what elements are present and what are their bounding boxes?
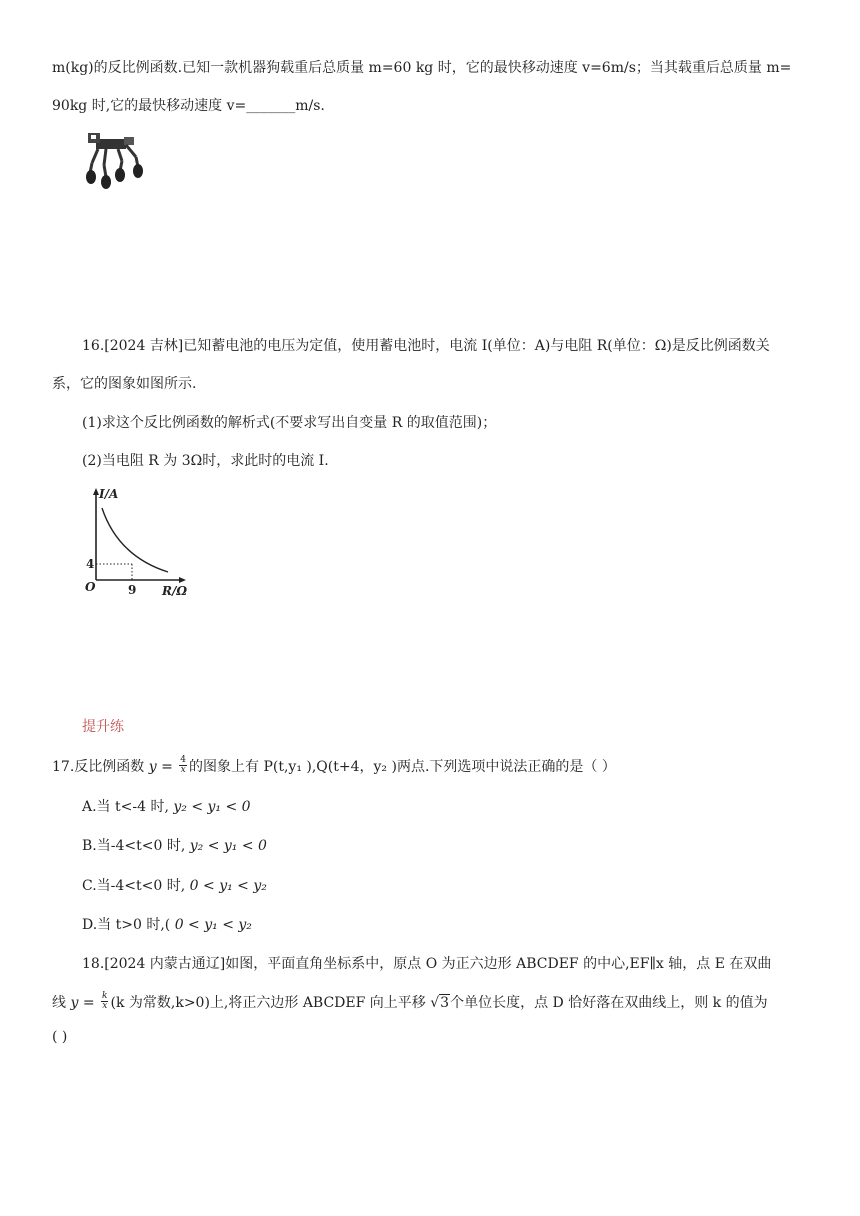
- q17-option-a-math: y₂ < y₁ < 0: [173, 799, 251, 815]
- q18-sqrt-val: 3: [440, 995, 450, 1011]
- y-tick-label: 4: [86, 557, 95, 571]
- q18-text-line-1: 18.[2024 内蒙古通辽]如图，平面直角坐标系中，原点 O 为正六边形 ABCDEF 的中心,EF∥x 轴，点 E 在双曲: [82, 956, 772, 972]
- q17-option-a: [82, 797, 251, 817]
- section-label-tisheng: 提升练: [82, 719, 124, 735]
- q18-func-y: y: [70, 995, 79, 1011]
- q17-stem-post: 的图象上有 P(t,y₁ ),Q(t+4，y₂ )两点.下列选项中说法正确的是（ ）: [189, 759, 616, 775]
- q17-option-d-label: D.当 t>0 时,(: [82, 917, 175, 933]
- q17-option-b-label: B.当-4<t<0 时,: [82, 838, 190, 854]
- q17-option-b-math: y₂ < y₁ < 0: [189, 838, 267, 854]
- q18-line2-pre: 线: [52, 995, 71, 1011]
- q17-option-b: [82, 836, 267, 856]
- q16-text-line-2: 系，它的图象如图所示.: [52, 376, 197, 392]
- hyperbola-curve: [102, 508, 168, 572]
- origin-label: O: [85, 580, 96, 594]
- q18-frac-num: k: [102, 990, 108, 1001]
- q16-inverse-function-graph: [82, 486, 197, 600]
- q18-func-eq: =: [78, 995, 100, 1011]
- robot-dog-illustration: [82, 127, 146, 193]
- q17-func-eq: =: [156, 759, 178, 775]
- q18-sqrt: [430, 994, 450, 1011]
- y-axis-label: I/A: [99, 487, 119, 501]
- q16-part-1: (1)求这个反比例函数的解析式(不要求写出自变量 R 的取值范围)；: [82, 415, 497, 431]
- x-axis-arrow: [179, 577, 186, 583]
- q15-text-line-1: m(kg)的反比例函数.已知一款机器狗载重后总质量 m=60 kg 时，它的最快移动速度 v=6m/s；当其载重后总质量 m=: [52, 60, 792, 76]
- q18-sqrt-sym: √: [430, 995, 440, 1011]
- q17-stem-pre: 17.反比例函数: [52, 759, 149, 775]
- q17-option-d: [82, 915, 252, 935]
- q17-option-c-label: C.当-4<t<0 时,: [82, 878, 190, 894]
- q16-text-line-1: 16.[2024 吉林]已知蓄电池的电压为定值，使用蓄电池时，电流 I(单位：A)与电阻 R(单位：Ω)是反比例函数关: [82, 338, 770, 354]
- q18-answer-bracket: ( ): [52, 1029, 68, 1045]
- q15-text-line-2: 90kg 时,它的最快移动速度 v=_______m/s.: [52, 98, 325, 114]
- q18-line2-mid: (k 为常数,k>0)上,将正六边形 ABCDEF 向上平移: [110, 995, 431, 1011]
- q17-option-c-math: 0 < y₁ < y₂: [189, 878, 267, 894]
- q17-func-y: y: [148, 759, 157, 775]
- q17-frac-den: x: [180, 764, 186, 775]
- q18-frac-den: x: [102, 1000, 108, 1011]
- q17-option-c: [82, 876, 267, 896]
- q17-option-a-label: A.当 t<-4 时,: [82, 799, 174, 815]
- q18-fraction: [101, 992, 108, 1011]
- x-tick-label: 9: [128, 583, 137, 597]
- q17-option-d-math: 0 < y₁ < y₂: [174, 917, 252, 933]
- q18-text-line-2: [52, 990, 768, 1013]
- q17-fraction: [179, 756, 187, 775]
- q17-stem: [52, 754, 616, 777]
- q17-frac-num: 4: [180, 754, 187, 765]
- q18-line2-post: 个单位长度，点 D 恰好落在双曲线上，则 k 的值为: [450, 995, 768, 1011]
- q16-part-2: (2)当电阻 R 为 3Ω时，求此时的电流 I.: [82, 453, 329, 469]
- x-axis-label: R/Ω: [162, 584, 188, 598]
